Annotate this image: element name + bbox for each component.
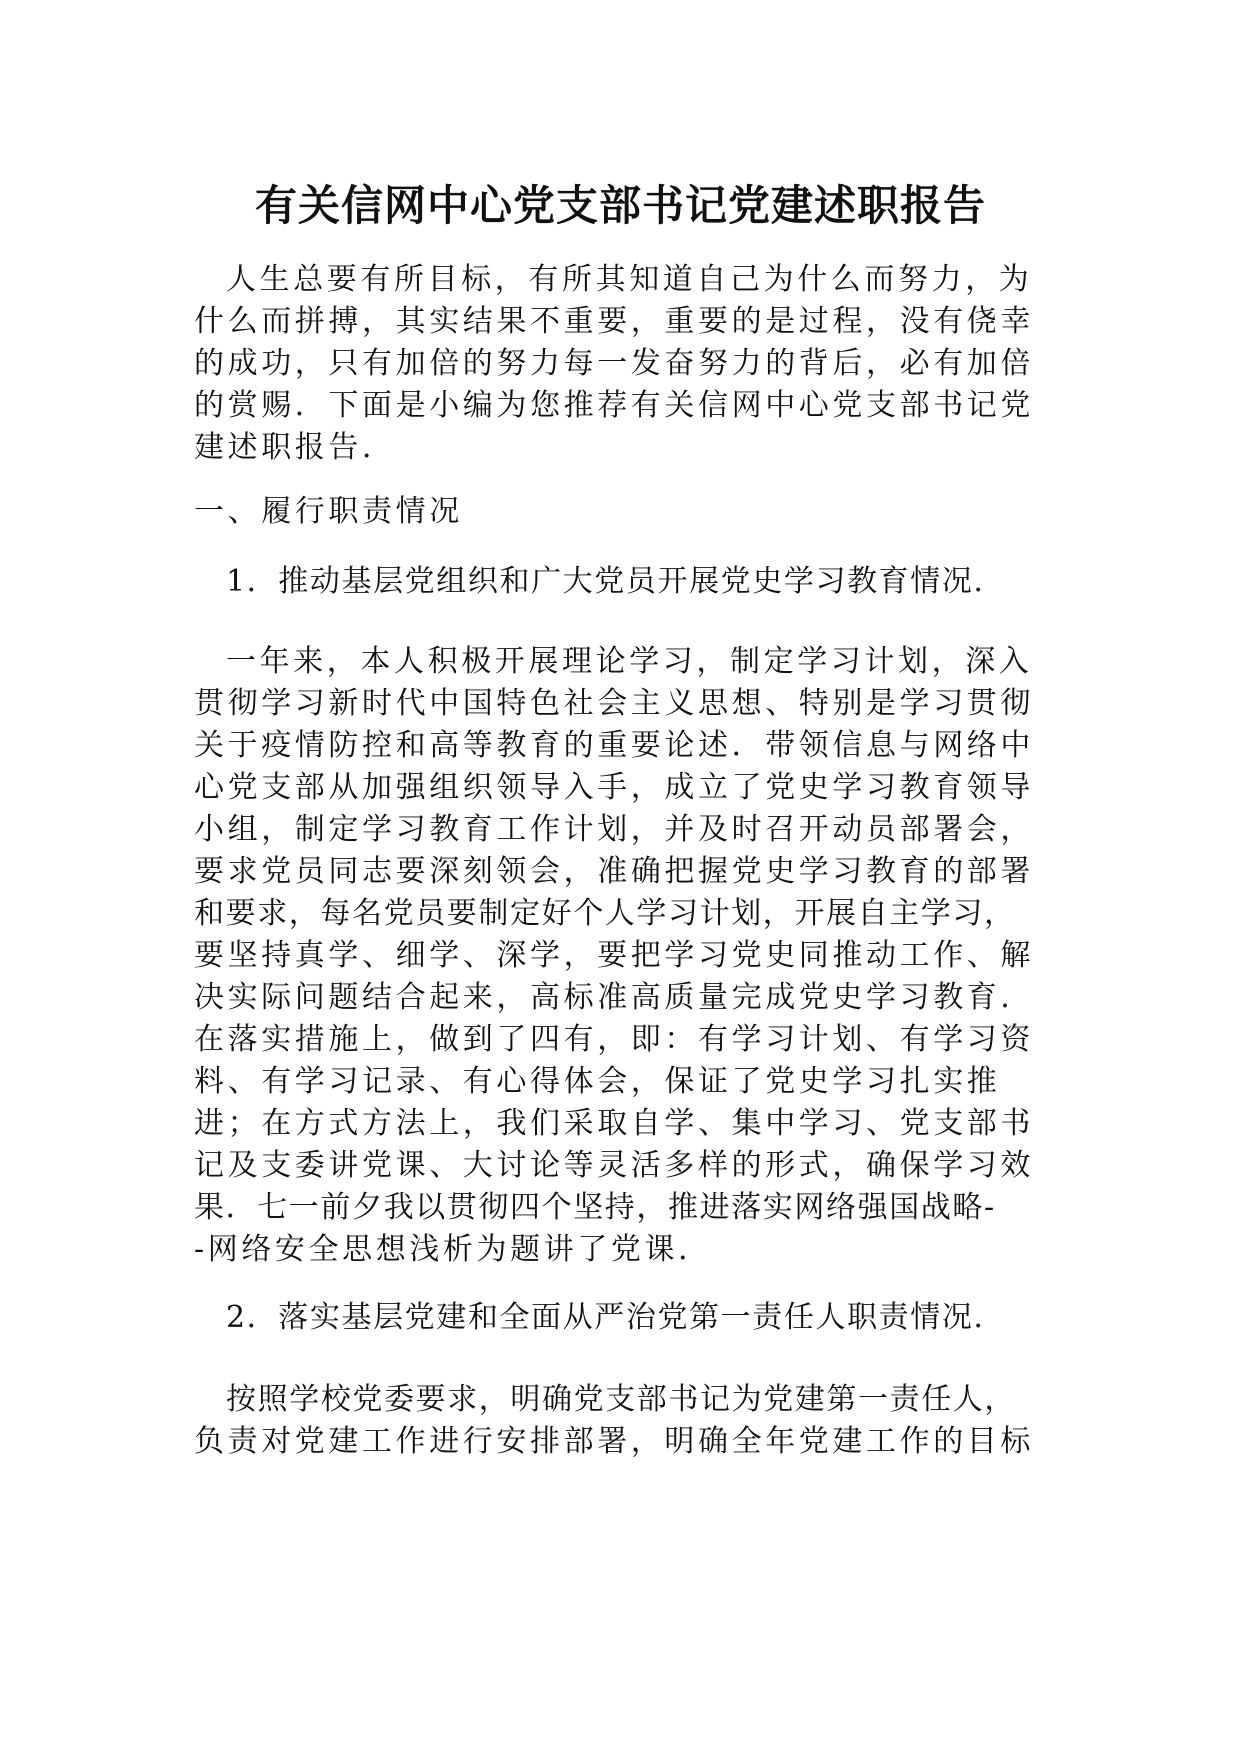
body-line-15: -网络安全思想浅析为题讲了党课． (194, 1232, 712, 1267)
intro-line-1: 人生总要有所目标，有所其知道自己为什么而努力，为 (226, 262, 1033, 297)
section-heading-1: 一、履行职责情况 (194, 494, 463, 529)
body-line-5: 小组，制定学习教育工作计划，并及时召开动员部署会， (194, 812, 1034, 847)
subsection-heading-1: 1．推动基层党组织和广大党员开展党史学习教育情况． (226, 564, 1006, 599)
body-line-11: 料、有学习记录、有心得体会，保证了党史学习扎实推 (194, 1064, 1001, 1099)
body-line-14: 果．七一前夕我以贯彻四个坚持，推进落实网络强国战略- (194, 1190, 996, 1225)
body-line-4: 心党支部从加强组织领导入手，成立了党史学习教育领导 (194, 770, 1034, 805)
body-line-12: 进；在方式方法上，我们采取自学、集中学习、党支部书 (194, 1106, 1034, 1141)
body-line-8: 要坚持真学、细学、深学，要把学习党史同推动工作、解 (194, 938, 1034, 973)
body-line-9: 决实际问题结合起来，高标准高质量完成党史学习教育． (194, 980, 1034, 1015)
body-line-3: 关于疫情防控和高等教育的重要论述．带领信息与网络中 (194, 728, 1034, 763)
body-line-6: 要求党员同志要深刻领会，准确把握党史学习教育的部署 (194, 854, 1034, 889)
intro-line-2: 什么而拼搏，其实结果不重要，重要的是过程，没有侥幸 (194, 304, 1034, 339)
body-line-2: 贯彻学习新时代中国特色社会主义思想、特别是学习贯彻 (194, 686, 1034, 721)
intro-line-4: 的赏赐．下面是小编为您推荐有关信网中心党支部书记党 (194, 388, 1034, 423)
body2-line-1: 按照学校党委要求，明确党支部书记为党建第一责任人， (226, 1382, 1016, 1417)
document-title: 有关信网中心党支部书记党建述职报告 (254, 181, 986, 230)
body-line-10: 在落实措施上，做到了四有，即：有学习计划、有学习资 (194, 1022, 1034, 1057)
intro-line-5: 建述职报告． (194, 430, 396, 465)
intro-line-3: 的成功，只有加倍的努力每一发奋努力的背后，必有加倍 (194, 346, 1034, 381)
body-line-13: 记及支委讲党课、大讨论等灵活多样的形式，确保学习效 (194, 1148, 1034, 1183)
body-line-7: 和要求，每名党员要制定好个人学习计划，开展自主学习， (194, 896, 1016, 931)
subsection-heading-2: 2．落实基层党建和全面从严治党第一责任人职责情况． (226, 1300, 1006, 1335)
body2-line-2: 负责对党建工作进行安排部署，明确全年党建工作的目标 (194, 1424, 1034, 1459)
body-line-1: 一年来，本人积极开展理论学习，制定学习计划，深入 (226, 644, 1033, 679)
